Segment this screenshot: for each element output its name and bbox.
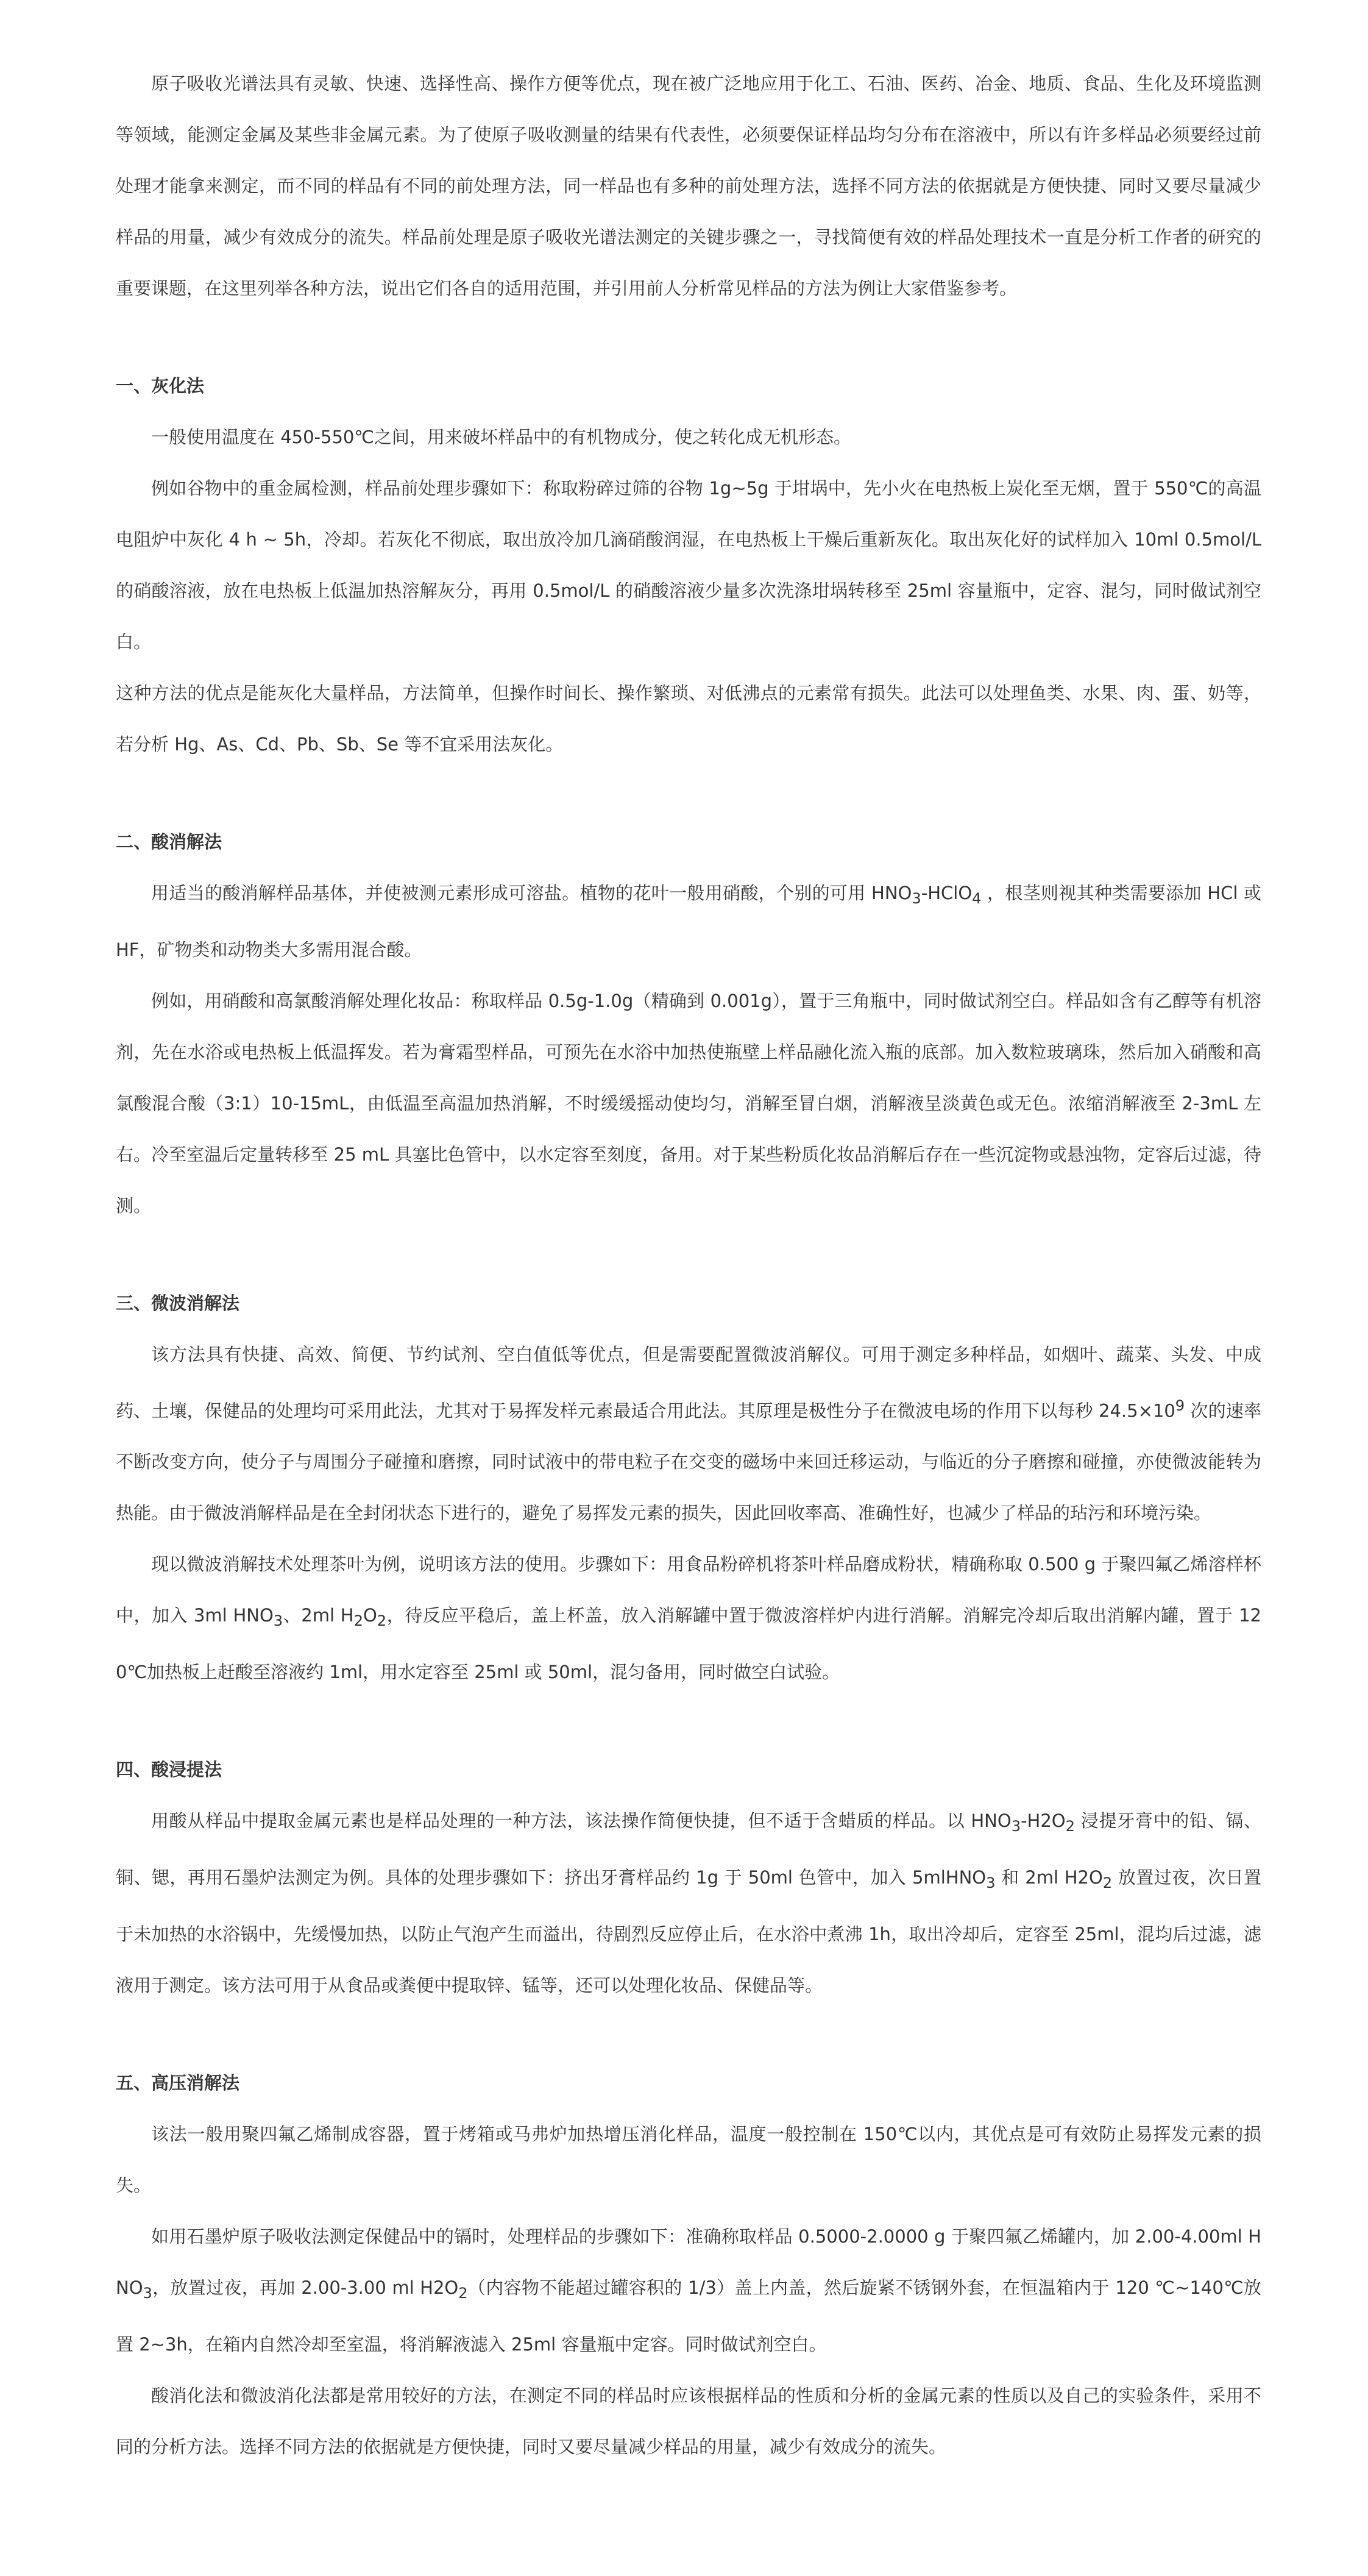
text-run: ，根茎则视其种类需要添加 HCl 或 HF，矿物类和动物类大多需用混合酸。 (116, 883, 1267, 960)
microwave-paragraph-2 (116, 1539, 1261, 1698)
text-run: 如用石墨炉原子吸收法测定保健品中的镉时，处理样品的步骤如下：准确称取样品 0.5000-2.0000 g 于聚四氟乙烯罐内，加 2.00-4.00ml HNO (116, 2226, 1261, 2298)
text-run: -H2O (1021, 1810, 1066, 1832)
document-body (116, 58, 1267, 2472)
text-run: 用适当的酸消解样品基体，并使被测元素形成可溶盐。植物的花叶一般用硝酸，个别的可用 HNO (151, 883, 912, 903)
subscript: 3 (273, 1612, 283, 1630)
subscript: 3 (1011, 1818, 1021, 1835)
section-heading-acid-extraction: 四、酸浸提法 (116, 1759, 222, 1781)
ashing-paragraph-1: 一般使用温度在 450-550℃之间，用来破坏样品中的有机物成分，使之转化成无机形态。 (151, 427, 851, 447)
acid-digestion-paragraph-2: 例如，用硝酸和高氯酸消解处理化妆品：称取样品 0.5g-1.0g（精确到 0.001g），置于三角瓶中，同时做试剂空白。样品如含有乙醇等有机溶剂，先在水浴或电热板上低温挥发。若为膏霜型样品，可预先在水浴中加热使瓶壁上样品融化流入瓶的底部。加入数粒玻璃珠，然后加入硝酸和高氯酸混合酸（3:1）10-15mL，由低温至高温加热消解，不时缓缓摇动使均匀，消解至冒白烟，消解液呈淡黄色或无色。浓缩消解液至 2-3mL 左右。冷至室温后定量转移至 25 mL 具塞比色管中，以水定容至刻度，备用。对于某些粉质化妆品消解后存在一些沉淀物或悬浊物，定容后过滤，待测。 (116, 990, 1261, 1216)
section-gap (116, 2011, 1261, 2057)
text-run: 放置过夜，次日置于未加热的水浴锅中，先缓慢加热，以防止气泡产生而溢出，待剧烈反应停止后，在水浴中煮沸 1h，取出冷却后，定容至 25ml，混均后过滤，滤液用于测定。该方法可用于从食品或粪便中提取锌、锰等，还可以处理化妆品、保健品等。 (116, 1867, 1262, 1996)
high-pressure-paragraph-1: 该法一般用聚四氟乙烯制成容器，置于烤箱或马弗炉加热增压消化样品，温度一般控制在 150℃以内，其优点是可有效防止易挥发元素的损失。 (116, 2123, 1261, 2196)
section-gap (116, 1231, 1261, 1278)
text-run: 次的速率不断改变方向，使分子与周围分子碰撞和磨擦，同时试液中的带电粒子在交变的磁场中来回迁移运动，与临近的分子磨擦和碰撞，亦使微波能转为热能。由于微波消解样品是在全封闭状态下进行的，避免了易挥发元素的损失，因此回收率高、准确性好，也减少了样品的玷污和环境污染。 (116, 1400, 1262, 1524)
text-run: 、2ml H (283, 1605, 354, 1626)
section-heading-ashing: 一、灰化法 (116, 375, 205, 396)
section-heading-acid-digestion: 二、酸消解法 (116, 831, 222, 852)
high-pressure-paragraph-3: 酸消化法和微波消化法都是常用较好的方法，在测定不同的样品时应该根据样品的性质和分析的金属元素的性质以及自己的实验条件，采用不同的分析方法。选择不同方法的依据就是方便快捷，同时又要尽量减少样品的用量，减少有效成分的流失。 (116, 2385, 1261, 2457)
section-gap (116, 770, 1261, 816)
ashing-paragraph-2: 例如谷物中的重金属检测，样品前处理步骤如下：称取粉碎过筛的谷物 1g~5g 于坩埚中，先小火在电热板上炭化至无烟，置于 550℃的高温电阻炉中灰化 4 h ~ 5h，冷却。若灰化不彻底，取出放冷加几滴硝酸润湿，在电热板上干燥后重新灰化。取出灰化好的试样加入 10ml 0.5mol/L 的硝酸溶液，放在电热板上低温加热溶解灰分，再用 0.5mol/L 的硝酸溶液少量多次洗涤坩埚转移至 25ml 容量瓶中，定容、混匀，同时做试剂空白。 (116, 478, 1267, 652)
subscript: 3 (986, 1874, 996, 1891)
text-run: 现以微波消解技术处理茶叶为例，说明该方法的使用。步骤如下：用食品粉碎机将茶叶样品磨成粉状，精确称取 0.500 g 于聚四氟乙烯溶样杯中，加入 3ml HNO (116, 1554, 1261, 1626)
subscript: 2 (353, 1612, 363, 1630)
section-gap (116, 1698, 1261, 1744)
subscript: 2 (377, 1612, 387, 1630)
subscript: 3 (912, 889, 921, 907)
section-heading-microwave: 三、微波消解法 (116, 1292, 240, 1314)
microwave-paragraph-1 (116, 1329, 1261, 1539)
subscript: 3 (143, 2284, 152, 2302)
acid-digestion-paragraph-1 (116, 867, 1267, 975)
intro-paragraph: 原子吸收光谱法具有灵敏、快速、选择性高、操作方便等优点，现在被广泛地应用于化工、石油、医药、冶金、地质、食品、生化及环境监测等领域，能测定金属及某些非金属元素。为了使原子吸收测量的结果有代表性，必须要保证样品均匀分布在溶液中，所以有许多样品必须要经过前处理才能拿来测定，而不同的样品有不同的前处理方法，同一样品也有多种的前处理方法，选择不同方法的依据就是方便快捷、同时又要尽量减少样品的用量，减少有效成分的流失。样品前处理是原子吸收光谱法测定的关键步骤之一，寻找简便有效的样品处理技术一直是分析工作者的研究的重要课题，在这里列举各种方法，说出它们各自的适用范围，并引用前人分析常见样品的方法为例让大家借鉴参考。 (116, 73, 1261, 299)
text-run: O (363, 1605, 377, 1626)
subscript: 4 (972, 889, 982, 907)
acid-extraction-paragraph-1 (116, 1795, 1261, 2011)
superscript: 9 (1175, 1397, 1185, 1414)
text-run: -HClO (921, 883, 973, 903)
subscript: 2 (1102, 1874, 1113, 1891)
text-run: 和 2ml H2O (995, 1867, 1103, 1888)
section-heading-high-pressure: 五、高压消解法 (116, 2072, 240, 2093)
section-gap (116, 314, 1261, 360)
text-run: ，待反应平稳后，盖上杯盖，放入消解罐中置于微波溶样炉内进行消解。消解完冷却后取出消解内罐，置于 120℃加热板上赶酸至溶液约 1ml，用水定容至 25ml 或 50ml，混匀备用，同时做空白试验。 (116, 1605, 1261, 1683)
text-run: 浸提牙膏中的铅、镉、铜、锶，再用石墨炉法测定为例。具体的处理步骤如下：挤出牙膏样品约 1g 于 50ml 色管中，加入 5mlHNO (116, 1810, 1262, 1888)
text-run: （内容物不能超过罐容积的 1/3）盖上内盖，然后旋紧不锈钢外套，在恒温箱内于 120 ℃~140℃放置 2~3h，在箱内自然冷却至室温，将消解液滤入 25ml 容量瓶中定容。同时做试剂空白。 (116, 2277, 1261, 2355)
high-pressure-paragraph-2 (116, 2211, 1261, 2370)
text-run: 用酸从样品中提取金属元素也是样品处理的一种方法，该法操作简便快捷，但不适于含蜡质的样品。以 HNO (151, 1810, 1012, 1832)
text-run: ，放置过夜，再加 2.00-3.00 ml H2O (152, 2277, 459, 2298)
subscript: 2 (1065, 1818, 1076, 1835)
ashing-paragraph-3: 这种方法的优点是能灰化大量样品，方法简单，但操作时间长、操作繁琐、对低沸点的元素常有损失。此法可以处理鱼类、水果、肉、蛋、奶等，若分析 Hg、As、Cd、Pb、Sb、Se 等不宜采用法灰化。 (116, 683, 1261, 755)
text-run: 该方法具有快捷、高效、简便、节约试剂、空白值低等优点，但是需要配置微波消解仪。可用于测定多种样品，如烟叶、蔬菜、头发、中成药、土壤，保健品的处理均可采用此法，尤其对于易挥发样元素最适合用此法。其原理是极性分子在微波电场的作用下以每秒 24.5×10 (116, 1343, 1261, 1421)
subscript: 2 (458, 2284, 468, 2302)
